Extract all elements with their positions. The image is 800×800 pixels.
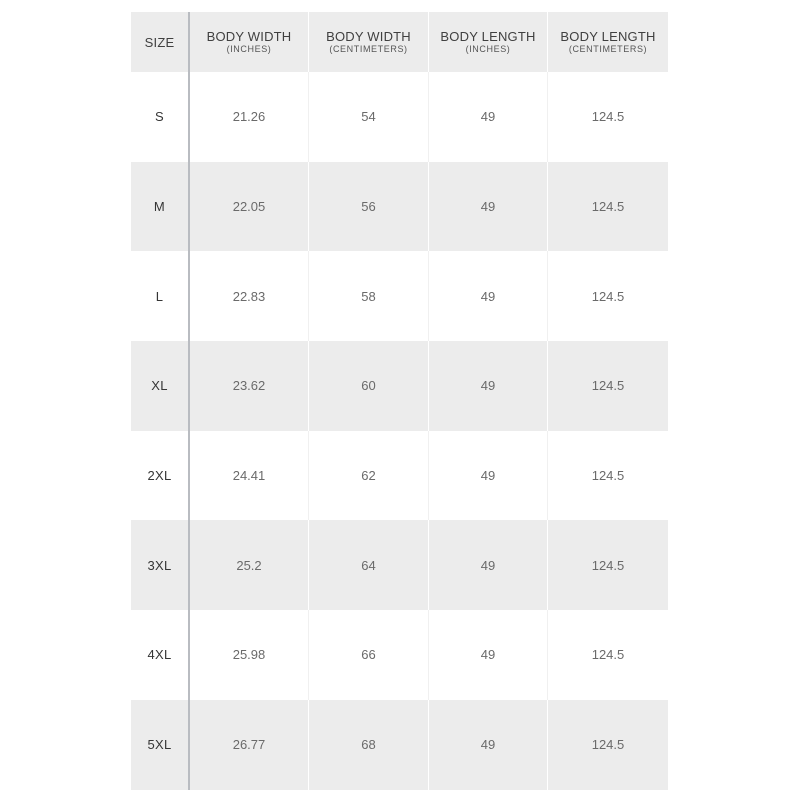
body-length-inches-cell: 49 — [480, 647, 496, 663]
table-row — [131, 341, 668, 431]
header-body-length-inches-unit: (INCHES) — [465, 44, 511, 54]
size-cell: S — [155, 109, 164, 125]
header-body-width-inches — [190, 12, 309, 72]
body-width-cm-cell: 68 — [361, 737, 376, 753]
header-body-length-cm-label: BODY LENGTH — [560, 29, 656, 44]
body-width-cm-cell: 66 — [361, 647, 376, 663]
body-length-cm-cell: 124.5 — [591, 557, 625, 573]
body-length-inches-cell: 49 — [480, 378, 496, 394]
body-length-cm-cell: 124.5 — [591, 109, 625, 125]
header-body-width-cm — [309, 12, 429, 72]
header-size — [131, 12, 190, 72]
body-length-inches-cell: 49 — [480, 288, 496, 304]
body-length-cm-cell: 124.5 — [591, 647, 625, 663]
size-cell: XL — [151, 378, 168, 394]
size-cell: 2XL — [147, 468, 172, 484]
body-length-inches-cell: 49 — [480, 468, 496, 484]
header-body-width-cm-label: BODY WIDTH — [326, 29, 411, 44]
body-width-cm-cell: 64 — [361, 557, 376, 573]
size-cell: 4XL — [147, 647, 172, 663]
body-width-inches-cell: 22.05 — [232, 199, 266, 215]
header-body-length-inches-label: BODY LENGTH — [440, 29, 536, 44]
size-cell: 5XL — [147, 737, 172, 753]
table-row — [131, 72, 668, 162]
body-width-cm-cell: 58 — [361, 288, 376, 304]
header-body-width-cm-unit: (CENTIMETERS) — [329, 44, 408, 54]
size-cell: M — [153, 199, 166, 215]
body-length-cm-cell: 124.5 — [591, 199, 625, 215]
table-row — [131, 610, 668, 700]
body-width-cm-cell: 54 — [361, 109, 376, 125]
body-width-cm-cell: 60 — [361, 378, 376, 394]
header-body-length-cm — [548, 12, 668, 72]
body-width-inches-cell: 22.83 — [232, 288, 266, 304]
body-length-cm-cell: 124.5 — [591, 378, 625, 394]
body-length-inches-cell: 49 — [480, 109, 496, 125]
body-width-inches-cell: 25.98 — [232, 647, 266, 663]
table-row — [131, 162, 668, 252]
body-width-cm-cell: 62 — [361, 468, 376, 484]
header-size-label: SIZE — [144, 34, 175, 50]
body-width-inches-cell: 25.2 — [236, 557, 262, 573]
table-row — [131, 520, 668, 610]
body-length-cm-cell: 124.5 — [591, 468, 625, 484]
header-body-width-inches-unit: (INCHES) — [226, 44, 272, 54]
table-row — [131, 700, 668, 790]
header-body-length-cm-unit: (CENTIMETERS) — [568, 44, 648, 54]
body-length-cm-cell: 124.5 — [591, 737, 625, 753]
body-width-inches-cell: 26.77 — [232, 737, 266, 753]
size-cell: L — [155, 288, 164, 304]
size-cell: 3XL — [147, 557, 172, 573]
body-width-inches-cell: 24.41 — [232, 468, 266, 484]
header-body-width-inches-label: BODY WIDTH — [206, 29, 292, 44]
body-length-inches-cell: 49 — [480, 199, 496, 215]
header-body-length-inches — [429, 12, 548, 72]
body-width-inches-cell: 21.26 — [232, 109, 266, 125]
body-width-cm-cell: 56 — [361, 199, 376, 215]
body-length-inches-cell: 49 — [480, 557, 496, 573]
body-width-inches-cell: 23.62 — [232, 378, 266, 394]
size-chart-table — [131, 12, 668, 790]
table-header-row — [131, 12, 668, 72]
table-row — [131, 251, 668, 341]
table-row — [131, 431, 668, 521]
body-length-cm-cell: 124.5 — [591, 288, 625, 304]
body-length-inches-cell: 49 — [480, 737, 496, 753]
